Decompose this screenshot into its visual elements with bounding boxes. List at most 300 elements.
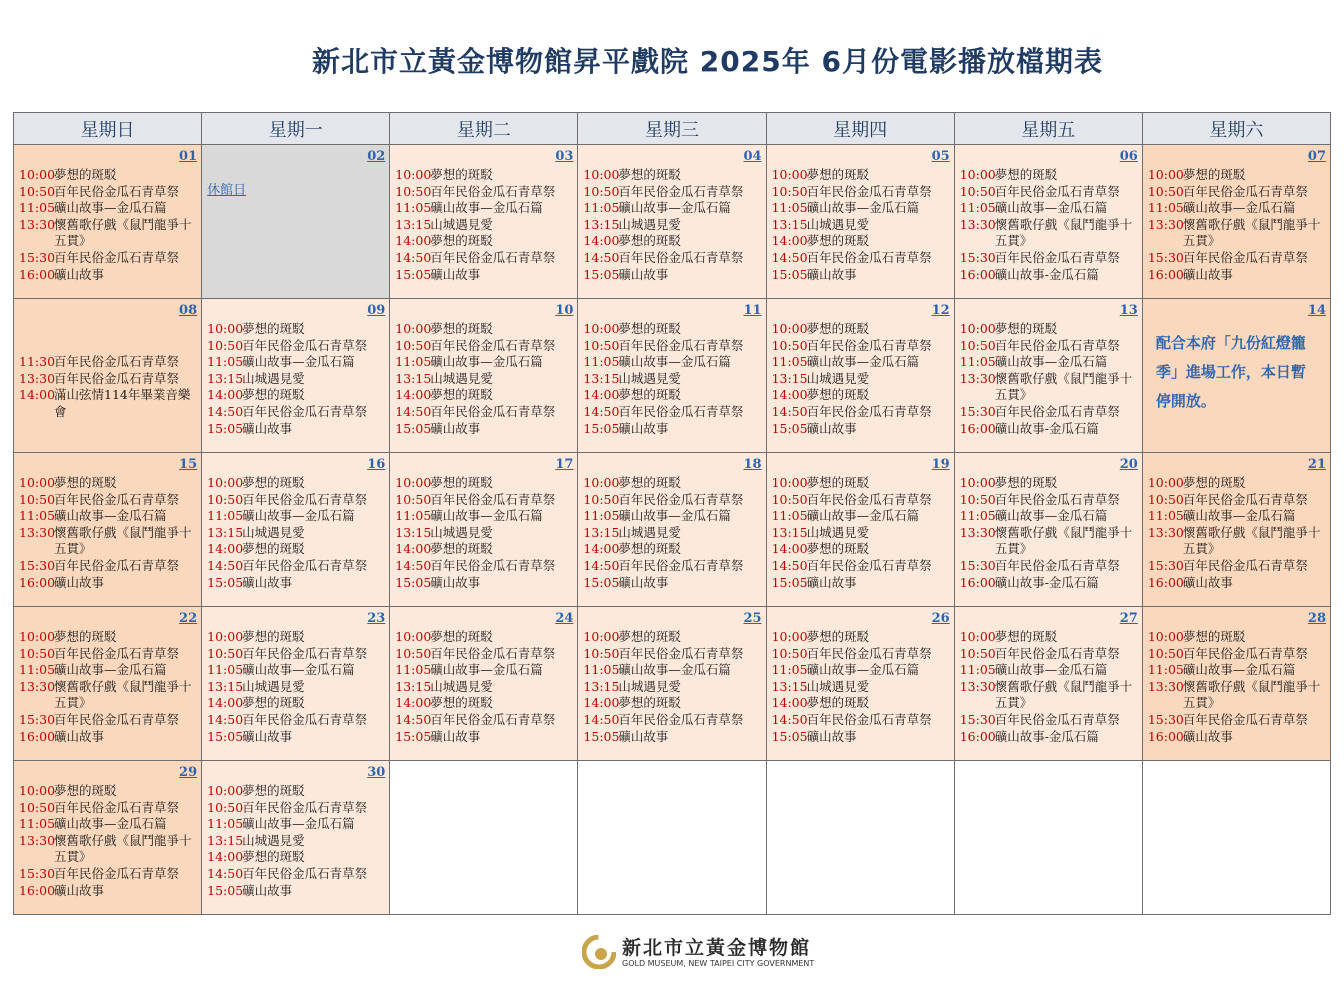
- screening-time: 10:00: [583, 475, 620, 490]
- screening-entry: [395, 525, 573, 542]
- film-title: 夢想的斑駁: [430, 541, 493, 557]
- film-title: 礦山故事—金瓜石篇: [242, 508, 355, 524]
- screening-time: 13:15: [395, 370, 432, 386]
- screening-time: 10:50: [207, 491, 244, 507]
- screening-entry: [19, 371, 197, 388]
- screening-time: 13:15: [395, 524, 432, 540]
- film-title: 山城遇見愛: [806, 678, 870, 694]
- screening-entry: [19, 662, 197, 679]
- week-row: [14, 453, 1331, 607]
- closed-day-link[interactable]: 休館日: [207, 183, 247, 198]
- film-title: 夢想的斑駁: [54, 783, 117, 798]
- screening-entry: [395, 387, 573, 404]
- screening-entry: [207, 695, 385, 712]
- film-title: 礦山故事—金瓜石篇: [242, 662, 355, 678]
- screening-time: 11:05: [1147, 508, 1184, 524]
- film-title: 百年民俗金瓜石青草祭: [618, 645, 744, 661]
- film-title: 山城遇見愛: [430, 216, 493, 232]
- film-title: 夢想的斑駁: [806, 321, 870, 336]
- screening-time: 15:05: [395, 266, 432, 282]
- screening-entry: [207, 783, 385, 800]
- screening-entry: [395, 167, 573, 184]
- screening-entry: [1148, 525, 1326, 558]
- film-title: 礦山故事—金瓜石篇: [994, 200, 1108, 216]
- screening-time: 10:00: [959, 629, 996, 644]
- day-number-link[interactable]: 17: [555, 457, 574, 472]
- film-title: 百年民俗金瓜石青草祭: [430, 249, 556, 265]
- film-title: 礦山故事—金瓜石篇: [618, 200, 731, 216]
- screening-entry: [395, 233, 573, 250]
- screening-time: 13:30: [1147, 216, 1184, 232]
- screening-entry: [19, 354, 197, 371]
- screening-time: 16:00: [959, 728, 996, 744]
- film-title: 百年民俗金瓜石青草祭: [618, 183, 744, 199]
- film-title: 夢想的斑駁: [54, 167, 117, 182]
- screening-time: 11:05: [583, 200, 620, 216]
- screening-time: 10:00: [395, 475, 432, 490]
- film-title: 礦山故事—金瓜石篇: [242, 354, 355, 370]
- screening-time: 14:00: [771, 233, 808, 249]
- film-title: 百年民俗金瓜石青草祭: [242, 865, 368, 881]
- film-title: 礦山故事: [618, 728, 669, 744]
- screening-entry: [772, 508, 950, 525]
- day-number-link[interactable]: 26: [931, 611, 950, 626]
- day-number-link[interactable]: 15: [179, 457, 198, 472]
- screening-entry: [207, 679, 385, 696]
- film-title: 夢想的斑駁: [430, 695, 493, 711]
- day-cell-08: [14, 299, 202, 453]
- film-title: 礦山故事—金瓜石篇: [994, 662, 1108, 678]
- film-title: 礦山故事—金瓜石篇: [430, 508, 543, 524]
- screening-time: 15:05: [771, 728, 808, 744]
- film-title: 夢想的斑駁: [806, 387, 870, 403]
- day-number-link[interactable]: 16: [367, 457, 386, 472]
- day-number-link[interactable]: 21: [1307, 457, 1326, 472]
- screening-time: 13:15: [207, 524, 244, 540]
- film-title: 礦山故事—金瓜石篇: [430, 662, 543, 678]
- film-title: 礦山故事: [806, 728, 857, 744]
- screening-entry: [207, 833, 385, 850]
- screening-time: 10:00: [771, 321, 808, 336]
- screening-entry: [960, 250, 1138, 267]
- film-title: 夢想的斑駁: [242, 629, 305, 644]
- film-title: 礦山故事—金瓜石篇: [994, 354, 1108, 370]
- screening-entry: [19, 629, 197, 646]
- film-title: 夢想的斑駁: [618, 321, 681, 336]
- screening-time: 16:00: [19, 882, 56, 898]
- film-title: 懷舊歌仔戲《鼠鬥龍爭十五貫》: [54, 524, 192, 557]
- screening-time: 15:05: [395, 574, 432, 590]
- film-title: 礦山故事—金瓜石篇: [54, 200, 167, 216]
- screening-entry: [772, 695, 950, 712]
- film-title: 夢想的斑駁: [806, 541, 870, 557]
- screening-time: 11:05: [207, 816, 244, 832]
- screening-time: 16:00: [19, 728, 56, 744]
- film-title: 山城遇見愛: [806, 370, 870, 386]
- screening-time: 10:50: [771, 337, 808, 353]
- screening-entry: [207, 849, 385, 866]
- film-title: 夢想的斑駁: [242, 541, 305, 557]
- weekday-header: 星期五: [954, 113, 1142, 145]
- film-title: 夢想的斑駁: [1182, 475, 1246, 490]
- film-title: 百年民俗金瓜石青草祭: [1182, 249, 1308, 265]
- film-title: 礦山故事: [806, 574, 857, 590]
- screening-time: 10:00: [395, 321, 432, 336]
- film-title: 懷舊歌仔戲《鼠鬥龍爭十五貫》: [54, 832, 192, 865]
- day-number-link[interactable]: 23: [367, 611, 386, 626]
- screening-entry: [772, 371, 950, 388]
- week-row: [14, 607, 1331, 761]
- screening-time: 11:05: [583, 354, 620, 370]
- screening-entry: [1148, 712, 1326, 729]
- film-title: 夢想的斑駁: [430, 321, 493, 336]
- day-cell-04: [578, 145, 766, 299]
- day-number-link[interactable]: 10: [555, 303, 574, 318]
- screening-time: 13:15: [395, 216, 432, 232]
- screening-entry: [19, 833, 197, 866]
- screening-time: 16:00: [19, 266, 56, 282]
- screening-time: 13:30: [19, 216, 56, 232]
- empty-day-cell: [1142, 761, 1330, 915]
- screening-time: 14:00: [207, 849, 244, 865]
- screening-entry: [772, 729, 950, 746]
- film-title: 百年民俗金瓜石青草祭: [54, 370, 180, 386]
- screening-time: 10:50: [19, 491, 56, 507]
- screening-entry: [395, 421, 573, 438]
- film-title: 百年民俗金瓜石青草祭: [618, 337, 744, 353]
- screening-time: 10:50: [959, 183, 996, 199]
- screening-time: 11:05: [207, 662, 244, 678]
- day-number-link[interactable]: 07: [1307, 149, 1326, 164]
- day-number-link[interactable]: 14: [1307, 303, 1326, 318]
- screening-time: 15:05: [771, 574, 808, 590]
- film-title: 山城遇見愛: [806, 524, 870, 540]
- screening-entry: [772, 404, 950, 421]
- film-title: 百年民俗金瓜石青草祭: [1182, 183, 1308, 199]
- screening-time: 13:30: [959, 370, 996, 386]
- screening-time: 10:00: [395, 167, 432, 182]
- film-title: 百年民俗金瓜石青草祭: [242, 403, 368, 419]
- screening-time: 14:50: [395, 249, 432, 265]
- screening-time: 14:50: [395, 711, 432, 727]
- film-title: 百年民俗金瓜石青草祭: [54, 249, 180, 265]
- screening-entry: [772, 525, 950, 542]
- film-title: 山城遇見愛: [618, 524, 681, 540]
- screening-entry: [19, 816, 197, 833]
- screening-entry: [395, 729, 573, 746]
- screening-time: 10:50: [771, 491, 808, 507]
- day-cell-22: [14, 607, 202, 761]
- film-title: 百年民俗金瓜石青草祭: [430, 403, 556, 419]
- weekday-header-row: [14, 113, 1331, 145]
- screening-entry: [19, 387, 197, 420]
- day-cell-28: [1142, 607, 1330, 761]
- screening-entry: [395, 321, 573, 338]
- screening-entry: [772, 475, 950, 492]
- screening-entry: [19, 525, 197, 558]
- screening-time: 10:50: [207, 337, 244, 353]
- screening-time: 14:50: [395, 403, 432, 419]
- screening-entry: [395, 712, 573, 729]
- screening-entry: [207, 866, 385, 883]
- day-number-link[interactable]: 19: [931, 457, 950, 472]
- film-title: 夢想的斑駁: [242, 695, 305, 711]
- screening-entry: [1148, 200, 1326, 217]
- screening-time: 15:30: [959, 403, 996, 419]
- film-title: 夢想的斑駁: [430, 629, 493, 644]
- screening-time: 13:15: [771, 370, 808, 386]
- closure-notice: 配合本府「九份紅燈籠季」進場工作，本日暫停開放。: [1155, 334, 1306, 410]
- day-number-link[interactable]: 02: [367, 149, 386, 164]
- screening-entry: [772, 492, 950, 509]
- film-title: 懷舊歌仔戲《鼠鬥龍爭十五貫》: [994, 216, 1133, 249]
- screening-entry: [207, 575, 385, 592]
- film-title: 百年民俗金瓜石青草祭: [242, 645, 368, 661]
- screening-time: 14:50: [207, 557, 244, 573]
- film-title: 夢想的斑駁: [430, 233, 493, 249]
- screening-time: 11:30: [19, 354, 56, 369]
- screening-time: 13:30: [959, 524, 996, 540]
- weekday-header: 星期四: [766, 113, 954, 145]
- film-title: 礦山故事: [618, 266, 669, 282]
- screening-time: 14:00: [395, 541, 432, 557]
- screening-entry: [583, 695, 761, 712]
- screening-entry: [772, 217, 950, 234]
- screening-entry: [960, 679, 1138, 712]
- film-title: 百年民俗金瓜石青草祭: [242, 799, 368, 815]
- screening-entry: [583, 475, 761, 492]
- film-title: 夢想的斑駁: [618, 695, 681, 711]
- film-title: 百年民俗金瓜石青草祭: [994, 491, 1120, 507]
- day-number-link[interactable]: 29: [179, 765, 198, 780]
- screening-time: 15:30: [1147, 557, 1184, 573]
- film-title: 百年民俗金瓜石青草祭: [54, 354, 180, 369]
- screening-time: 16:00: [1147, 574, 1184, 590]
- film-title: 懷舊歌仔戲《鼠鬥龍爭十五貫》: [1182, 524, 1321, 557]
- day-cell-17: [390, 453, 578, 607]
- film-title: 夢想的斑駁: [430, 387, 493, 403]
- day-cell-26: [766, 607, 954, 761]
- screening-time: 14:50: [771, 403, 808, 419]
- screening-entry: [19, 800, 197, 817]
- screening-entry: [1148, 217, 1326, 250]
- film-title: 百年民俗金瓜石青草祭: [994, 183, 1120, 199]
- screening-time: 10:00: [959, 475, 996, 490]
- screening-entry: [207, 558, 385, 575]
- day-cell-05: [766, 145, 954, 299]
- day-number-link[interactable]: 30: [367, 765, 386, 780]
- day-number-link[interactable]: 24: [555, 611, 574, 626]
- day-number-link[interactable]: 18: [743, 457, 762, 472]
- screening-entry: [960, 354, 1138, 371]
- day-number-link[interactable]: 01: [179, 149, 198, 164]
- film-title: 夢想的斑駁: [242, 321, 305, 336]
- screening-entry: [19, 217, 197, 250]
- film-title: 山城遇見愛: [618, 216, 681, 232]
- screening-time: 14:00: [583, 387, 620, 403]
- screening-entry: [207, 883, 385, 900]
- screening-time: 10:00: [959, 321, 996, 336]
- footer-logo-block: [582, 935, 814, 969]
- screening-time: 10:00: [583, 167, 620, 182]
- day-cell-23: [202, 607, 390, 761]
- film-title: 礦山故事: [430, 420, 481, 436]
- film-title: 礦山故事: [242, 728, 293, 744]
- film-title: 夢想的斑駁: [618, 167, 681, 182]
- screening-entry: [960, 404, 1138, 421]
- day-cell-24: [390, 607, 578, 761]
- day-cell-18: [578, 453, 766, 607]
- screening-entry: [772, 250, 950, 267]
- day-number-link[interactable]: 12: [931, 303, 950, 318]
- screening-time: 13:15: [207, 832, 244, 848]
- screening-entry: [207, 321, 385, 338]
- screening-time: 15:30: [19, 865, 56, 881]
- film-title: 礦山故事: [1182, 574, 1233, 590]
- film-title: 百年民俗金瓜石青草祭: [54, 183, 180, 199]
- screening-entry: [583, 575, 761, 592]
- screening-time: 11:05: [959, 662, 996, 678]
- day-number-link[interactable]: 03: [555, 149, 574, 164]
- film-title: 懷舊歌仔戲《鼠鬥龍爭十五貫》: [54, 216, 192, 249]
- day-number-link[interactable]: 11: [743, 303, 762, 318]
- film-title: 百年民俗金瓜石青草祭: [1182, 645, 1308, 661]
- screening-entry: [960, 475, 1138, 492]
- film-title: 礦山故事—金瓜石篇: [242, 816, 355, 832]
- screening-time: 14:00: [395, 695, 432, 711]
- film-title: 百年民俗金瓜石青草祭: [242, 711, 368, 727]
- screening-entry: [395, 404, 573, 421]
- screening-entry: [19, 475, 197, 492]
- screening-time: 11:05: [1147, 200, 1184, 216]
- screening-entry: [583, 387, 761, 404]
- film-title: 礦山故事—金瓜石篇: [618, 354, 731, 370]
- screening-entry: [583, 421, 761, 438]
- screening-entry: [19, 883, 197, 900]
- film-title: 夢想的斑駁: [242, 475, 305, 490]
- film-title: 礦山故事—金瓜石篇: [430, 200, 543, 216]
- screening-entry: [1148, 646, 1326, 663]
- screening-time: 15:30: [1147, 249, 1184, 265]
- screening-entry: [960, 558, 1138, 575]
- calendar-body: [14, 145, 1331, 915]
- day-cell-19: [766, 453, 954, 607]
- screening-time: 10:00: [583, 629, 620, 644]
- film-title: 山城遇見愛: [430, 524, 493, 540]
- screening-entry: [395, 217, 573, 234]
- screening-entry: [960, 729, 1138, 746]
- film-title: 懷舊歌仔戲《鼠鬥龍爭十五貫》: [1182, 678, 1321, 711]
- screening-time: 10:00: [19, 475, 56, 490]
- screening-time: 10:00: [207, 321, 244, 336]
- day-cell-12: [766, 299, 954, 453]
- screening-time: 13:15: [583, 370, 620, 386]
- screening-time: 14:00: [583, 233, 620, 249]
- screening-entry: [19, 184, 197, 201]
- screening-time: 11:05: [771, 354, 808, 370]
- film-title: 夢想的斑駁: [806, 233, 870, 249]
- screening-time: 14:00: [207, 387, 244, 403]
- day-number-link[interactable]: 08: [179, 303, 198, 318]
- screening-time: 11:05: [19, 662, 56, 678]
- screening-time: 11:05: [395, 508, 432, 524]
- film-title: 懷舊歌仔戲《鼠鬥龍爭十五貫》: [54, 678, 192, 711]
- screening-time: 10:50: [583, 645, 620, 661]
- screening-entry: [207, 646, 385, 663]
- screening-entry: [772, 167, 950, 184]
- screening-time: 13:15: [583, 524, 620, 540]
- film-title: 百年民俗金瓜石青草祭: [242, 337, 368, 353]
- screening-entry: [772, 662, 950, 679]
- film-title: 懷舊歌仔戲《鼠鬥龍爭十五貫》: [1182, 216, 1321, 249]
- screening-entry: [772, 354, 950, 371]
- screening-entry: [583, 233, 761, 250]
- screening-time: 10:50: [959, 491, 996, 507]
- day-number-link[interactable]: 13: [1119, 303, 1138, 318]
- screening-entry: [583, 646, 761, 663]
- screening-time: 10:00: [19, 629, 56, 644]
- film-title: 百年民俗金瓜石青草祭: [806, 711, 932, 727]
- screening-entry: [583, 679, 761, 696]
- screening-time: 13:15: [207, 370, 244, 386]
- day-cell-30: [202, 761, 390, 915]
- screening-time: 16:00: [959, 574, 996, 590]
- film-title: 夢想的斑駁: [242, 783, 305, 798]
- day-number-link[interactable]: 04: [743, 149, 762, 164]
- day-number-link[interactable]: 05: [931, 149, 950, 164]
- screening-entry: [583, 267, 761, 284]
- day-number-link[interactable]: 22: [179, 611, 198, 626]
- day-cell-21: [1142, 453, 1330, 607]
- screening-entry: [207, 525, 385, 542]
- film-title: 山城遇見愛: [430, 370, 493, 386]
- film-title: 礦山故事: [618, 420, 669, 436]
- screening-entry: [772, 541, 950, 558]
- screening-entry: [583, 404, 761, 421]
- day-number-link[interactable]: 25: [743, 611, 762, 626]
- screening-time: 10:50: [583, 337, 620, 353]
- screening-entry: [583, 250, 761, 267]
- day-number-link[interactable]: 06: [1119, 149, 1138, 164]
- screening-entry: [207, 371, 385, 388]
- screening-entry: [960, 338, 1138, 355]
- film-title: 百年民俗金瓜石青草祭: [994, 711, 1120, 727]
- film-title: 夢想的斑駁: [1182, 629, 1246, 644]
- film-title: 百年民俗金瓜石青草祭: [430, 491, 556, 507]
- screening-time: 16:00: [959, 420, 996, 436]
- day-number-link[interactable]: 27: [1119, 611, 1138, 626]
- film-title: 百年民俗金瓜石青草祭: [806, 183, 932, 199]
- day-number-link[interactable]: 28: [1307, 611, 1326, 626]
- screening-time: 10:50: [583, 491, 620, 507]
- screening-entry: [19, 866, 197, 883]
- screening-entry: [207, 492, 385, 509]
- screening-entry: [395, 492, 573, 509]
- film-title: 百年民俗金瓜石青草祭: [618, 249, 744, 265]
- screening-entry: [1148, 679, 1326, 712]
- screening-time: 10:00: [771, 167, 808, 182]
- screening-time: 14:00: [207, 541, 244, 557]
- day-number-link[interactable]: 09: [367, 303, 386, 318]
- screening-time: 11:05: [19, 200, 56, 216]
- screening-time: 11:05: [207, 508, 244, 524]
- screening-entry: [1148, 267, 1326, 284]
- film-title: 百年民俗金瓜石青草祭: [1182, 557, 1308, 573]
- screening-time: 11:05: [959, 200, 996, 216]
- film-title: 懷舊歌仔戲《鼠鬥龍爭十五貫》: [994, 678, 1133, 711]
- day-number-link[interactable]: 20: [1119, 457, 1138, 472]
- film-title: 礦山故事—金瓜石篇: [806, 662, 920, 678]
